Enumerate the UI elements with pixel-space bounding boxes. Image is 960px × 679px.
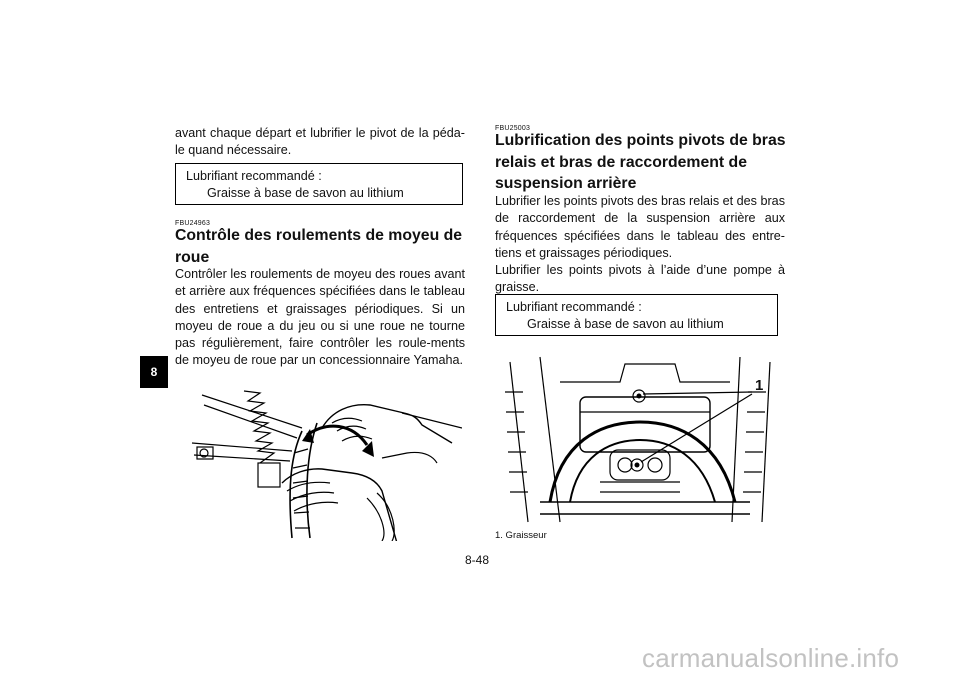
left-intro-block: [175, 125, 465, 160]
left-paragraph-block: [175, 266, 465, 370]
figure-caption: 1. Graisseur: [495, 530, 547, 541]
chapter-tab: 8: [140, 356, 168, 388]
left-lubricant-box: [175, 163, 463, 205]
right-lubricant-label: Lubrifiant recommandé :: [506, 300, 642, 314]
callout-number: 1: [755, 377, 764, 394]
right-paragraph-block: [495, 193, 785, 297]
pivot-points-illustration: [500, 352, 780, 524]
right-section-heading: Lubrification des points pivots de bras relais et bras de raccordement de suspension arrière: [495, 132, 786, 192]
left-heading-block: [175, 225, 475, 268]
right-paragraph-1: Lubrifier les points pivots des bras relais et des bras de raccordement de la suspension arrière aux fréquences spécifiées dans le tableau des entre-tiens et graissages périodiques.: [495, 194, 785, 260]
right-section-code: FBU25003: [495, 125, 531, 132]
left-section-code: FBU24963: [175, 220, 211, 227]
right-paragraph-2: Lubrifier les points pivots à l’aide d’une pompe à graisse.: [495, 263, 785, 295]
left-intro-text: avant chaque départ et lubrifier le pivot de la péda-le quand nécessaire.: [175, 126, 465, 158]
left-section-heading: Contrôle des roulements de moyeu de roue: [175, 227, 463, 266]
right-lubricant-value: Graisse à base de savon au lithium: [527, 317, 724, 331]
left-lubricant-label: Lubrifiant recommandé :: [186, 169, 322, 183]
right-heading-block: [495, 130, 795, 195]
left-lubricant-value: Graisse à base de savon au lithium: [207, 186, 404, 200]
left-section-paragraph: Contrôler les roulements de moyeu des roues avant et arrière aux fréquences spécifiées dans le tableau des entretiens et graissages périodiques. Si un moyeu de roue a du jeu ou si une roue ne tourne pas régulièrement, faire contrôler les roule-ments de moyeu de roue par un concessionnaire Yamaha.: [175, 267, 465, 368]
wheel-bearing-illustration: [182, 383, 462, 541]
page-number: 8-48: [465, 553, 490, 567]
watermark: carmanualsonline.info: [642, 643, 900, 673]
right-lubricant-box: [495, 294, 778, 336]
